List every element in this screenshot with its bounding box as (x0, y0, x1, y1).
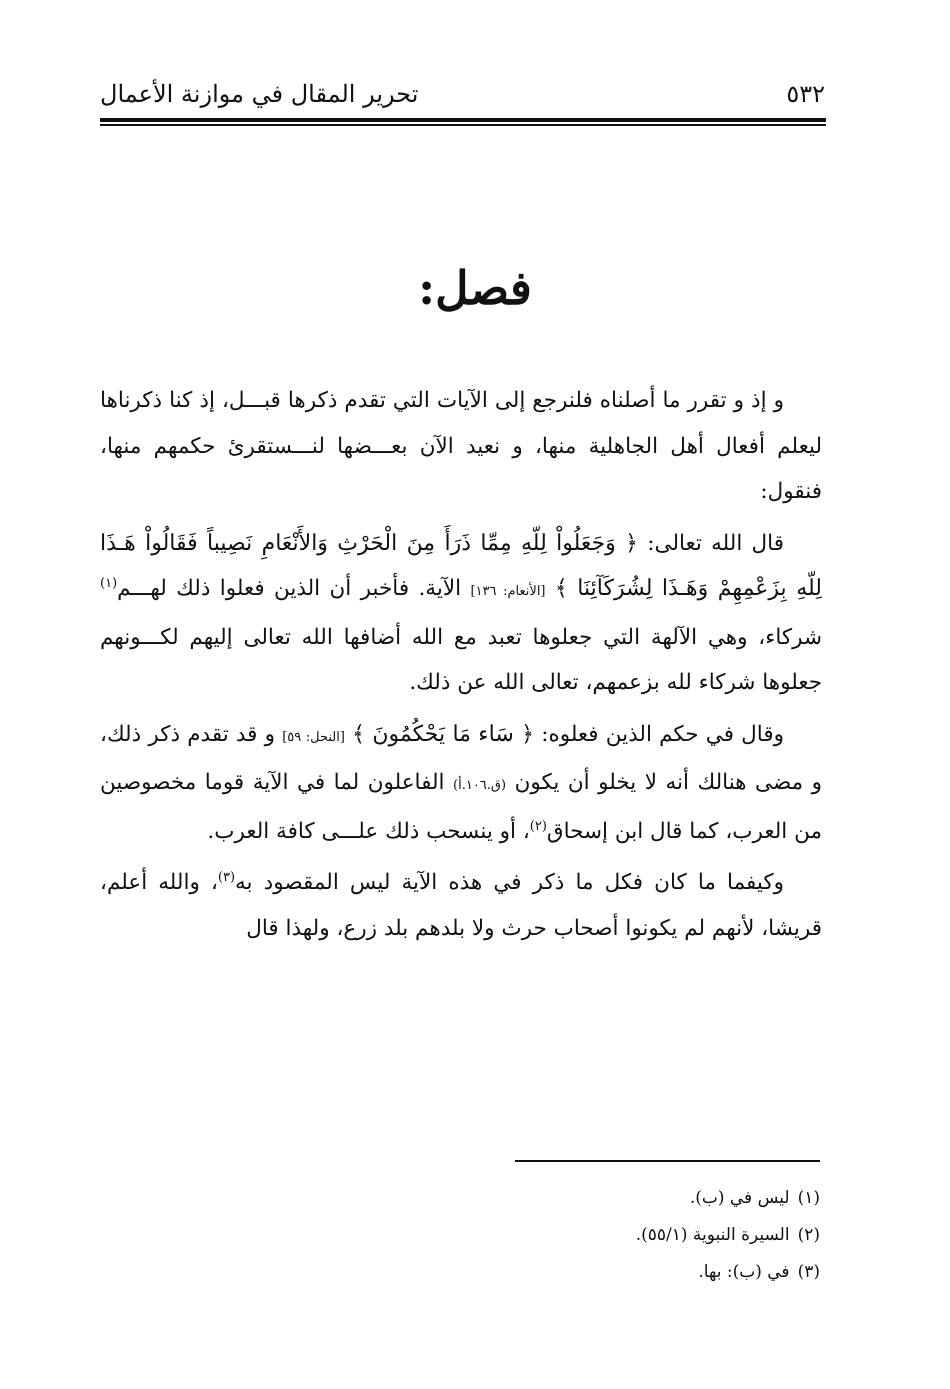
footnote-number: (٢) (797, 1225, 820, 1245)
footnote-1 (400, 1180, 820, 1217)
footnote-number: (١) (797, 1188, 820, 1208)
manuscript-reference: (ق.١٠٦.أ) (453, 778, 507, 793)
paragraph-4 (100, 860, 822, 951)
paragraph-3 (100, 712, 822, 855)
footnote-text: في (ب): بها. (698, 1262, 790, 1282)
footnote-separator (515, 1160, 820, 1162)
section-title: فصل: (418, 261, 532, 315)
paragraph-text: الفاعلون لما في الآية قوما مخصوصين من العرب، كما قال ابن إسحاق (100, 770, 822, 844)
quran-verse: ﴿ سَاء مَا يَحْكُمُونَ ﴾ (352, 721, 534, 747)
paragraph-text: ، أو ينسحب ذلك علـــى كافة العرب. (207, 818, 530, 844)
book-title: تحرير المقال في موازنة الأعمال (100, 80, 419, 108)
paragraph-text: و قد تقدم ذكر ذلك، و مضى هنالك أنه لا يخلو أن يكون (100, 721, 822, 795)
page-number: ٥٣٢ (786, 80, 825, 108)
footnote-marker: (٣) (217, 869, 236, 885)
header-rule-thin (100, 124, 826, 126)
paragraph-text: شركاء، وهي الآلهة التي جعلوها تعبد مع الله أضافها الله تعالى إليهم لكـــونهم جعلوها شركاء لله بزعمهم، تعالى الله عن ذلك. (100, 624, 822, 695)
header-rule-thick (100, 118, 826, 122)
verse-source: [الأنعام: ١٣٦] (470, 584, 546, 599)
footnote-text: ليس في (ب). (689, 1188, 790, 1208)
footnote-text: السيرة النبوية (٥٥/١). (635, 1225, 790, 1245)
footnote-marker: (١) (100, 575, 118, 591)
footnote-2 (400, 1217, 820, 1254)
footnote-3 (400, 1254, 820, 1291)
paragraph-intro: وقال في حكم الذين فعلوه: (541, 721, 784, 747)
paragraph-text: الآية. فأخبر أن الذين فعلوا ذلك لهـــم (117, 576, 462, 601)
quran-verse: ﴿ وَجَعَلُواْ لِلّهِ مِمِّا ذَرَأَ مِنَ الْحَرْثِ وَالأَنْعَامِ نَصِيباً فَقَالُواْ هَـذَا لِلّهِ بِزَعْمِهِمْ وَهَـذَا لِشُرَكَآئِنَا ﴾ (100, 530, 822, 601)
paragraph-text: و إذ و تقرر ما أصلناه فلنرجع إلى الآيات التي تقدم ذكرها قبـــل، إذ كنا ذكرناها ليعلم أفعال أهل الجاهلية منها، و نعيد الآن بعـــضها لنـــستقرئ حكمهم منها، فنقول: (100, 388, 822, 504)
running-header (100, 78, 825, 114)
body-text (100, 378, 822, 957)
footnote-marker: (٢) (529, 818, 547, 834)
paragraph-text: ، والله أعلم، قريشا، لأنهم لم يكونوا أصحاب حرث ولا بلدهم بلد زرع، ولهذا قال (100, 870, 822, 941)
footnotes (400, 1180, 820, 1291)
paragraph-text: وكيفما ما كان فكل ما ذكر في هذه الآية ليس المقصود به (235, 870, 784, 895)
footnote-number: (٣) (797, 1262, 820, 1282)
paragraph-1 (100, 378, 822, 515)
paragraph-2 (100, 521, 822, 706)
paragraph-intro: قال الله تعالى: (647, 530, 784, 556)
verse-source: [النحل: ٥٩] (282, 729, 345, 745)
